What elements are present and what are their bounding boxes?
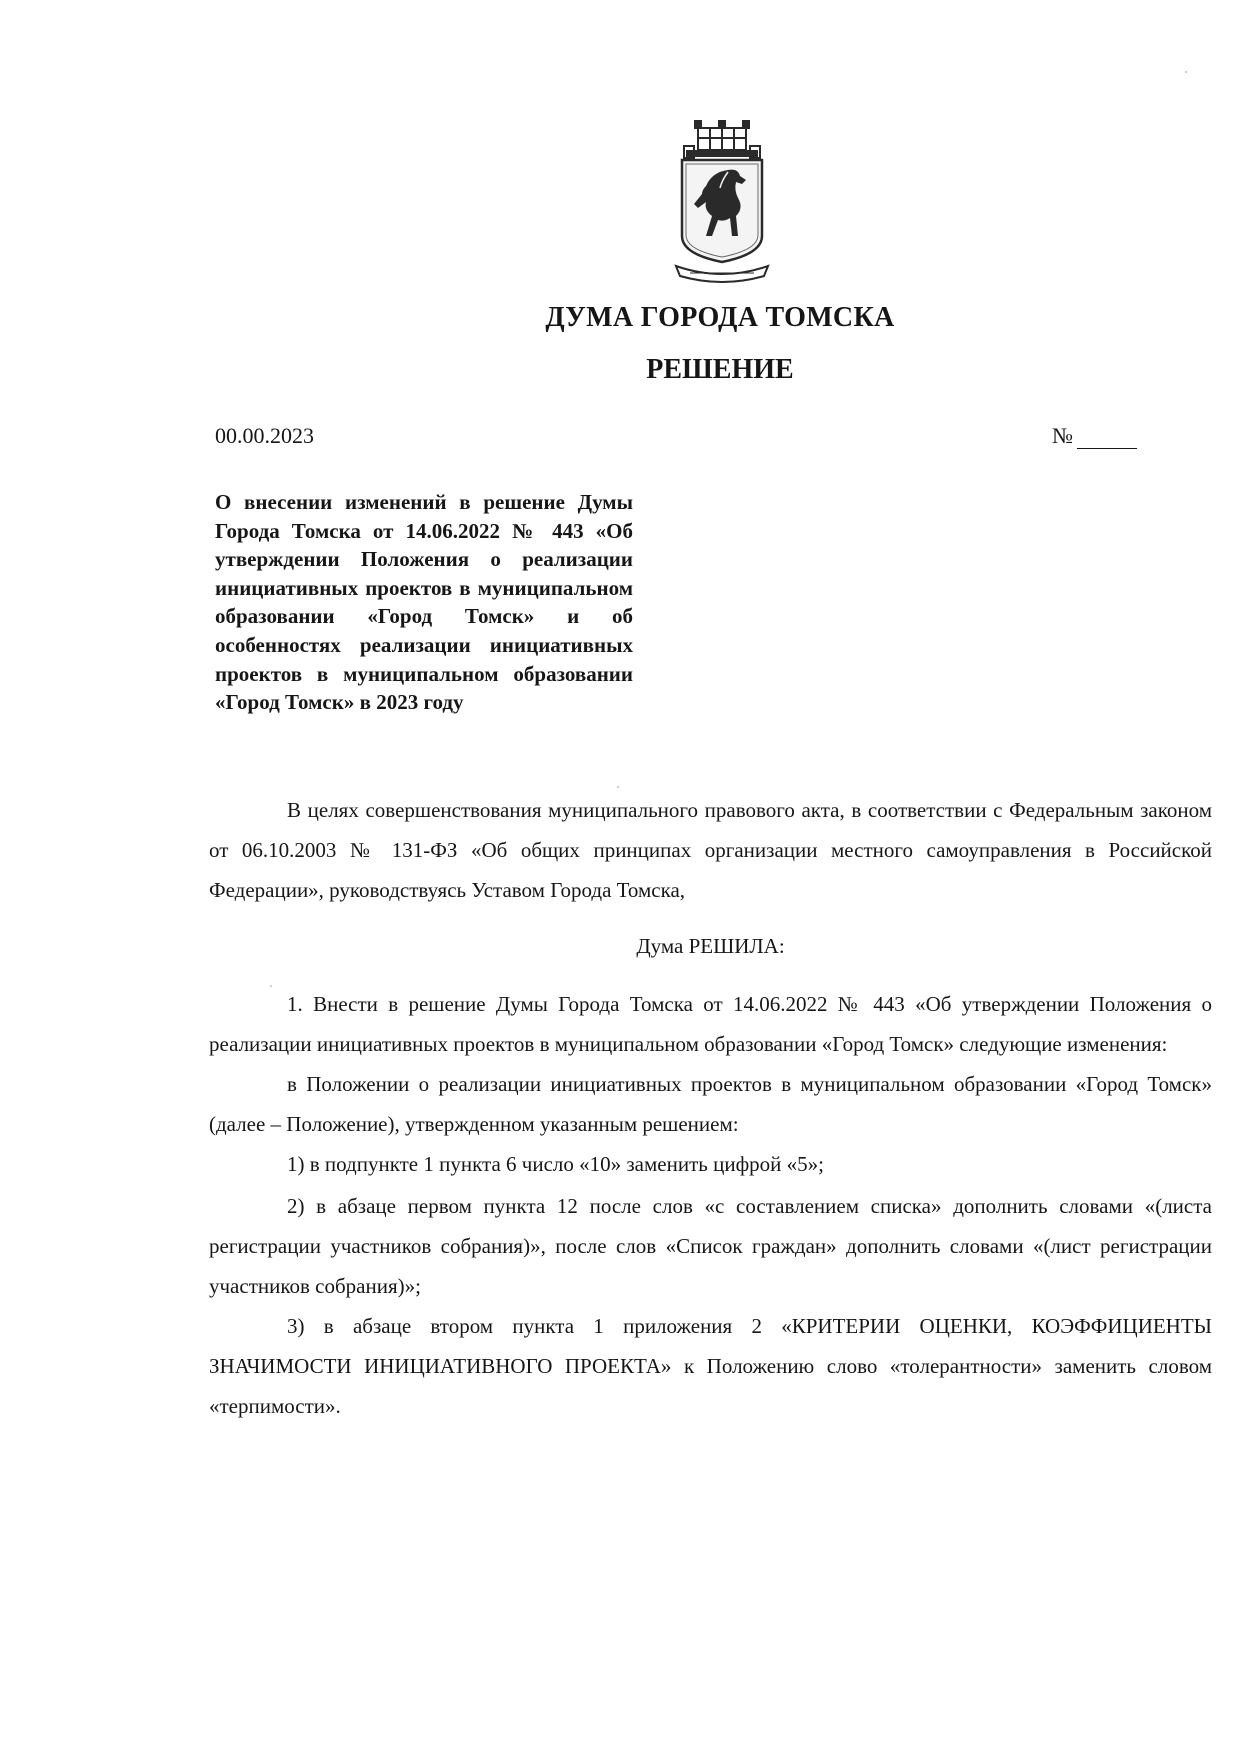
document-subject: О внесении изменений в решение Думы Города Томска от 14.06.2022 № 443 «Об утверждении Положения о реализации инициативных проектов в муниципальном образовании «Город Томск» и об особенностях реализации инициативных проектов в муниципальном образовании «Город Томск» в 2023 году xyxy=(215,490,633,715)
document-number xyxy=(1052,423,1137,449)
scan-speck xyxy=(617,786,619,788)
preamble-paragraph: В целях совершенствования муниципального правового акта, в соответствии с Федеральным законом от 06.10.2003 № 131-ФЗ «Об общих принципах организации местного самоуправления в Российской Федерации», руководствуясь Уставом Города Томска, xyxy=(209,798,1212,902)
list-item: 1) в подпункте 1 пункта 6 число «10» заменить цифрой «5»; xyxy=(287,1152,824,1176)
list-item: 2) в абзаце первом пункта 12 после слов «с составлением списка» дополнить словами «(листа регистрации участников собрания)», после слов «Список граждан» дополнить словами «(лист регистрации участников собрания)»; xyxy=(209,1194,1212,1298)
document-type: РЕШЕНИЕ xyxy=(646,354,794,385)
document-date: 00.00.2023 xyxy=(215,423,314,448)
number-blank-line xyxy=(1077,428,1137,449)
organization-title: ДУМА ГОРОДА ТОМСКА xyxy=(545,302,895,333)
decision-line: Дума РЕШИЛА: xyxy=(636,934,785,958)
tomsk-coat-of-arms-icon xyxy=(672,118,772,283)
scan-speck xyxy=(1185,71,1187,73)
document-body xyxy=(209,790,1212,1426)
clause-1-paragraph: 1. Внести в решение Думы Города Томска от 14.06.2022 № 443 «Об утверждении Положения о реализации инициативных проектов в муниципальном образовании «Город Томск» следующие изменения: xyxy=(209,992,1212,1056)
list-item: 3) в абзаце втором пункта 1 приложения 2 «КРИТЕРИИ ОЦЕНКИ, КОЭФФИЦИЕНТЫ ЗНАЧИМОСТИ ИНИЦИАТИВНОГО ПРОЕКТА» к Положению слово «толерантности» заменить словом «терпимости». xyxy=(209,1314,1212,1418)
number-label: № xyxy=(1052,423,1073,448)
clause-1-intro-paragraph: в Положении о реализации инициативных проектов в муниципальном образовании «Город Томск» (далее – Положение), утвержденном указанным решением: xyxy=(209,1072,1212,1136)
scan-speck xyxy=(270,985,272,987)
